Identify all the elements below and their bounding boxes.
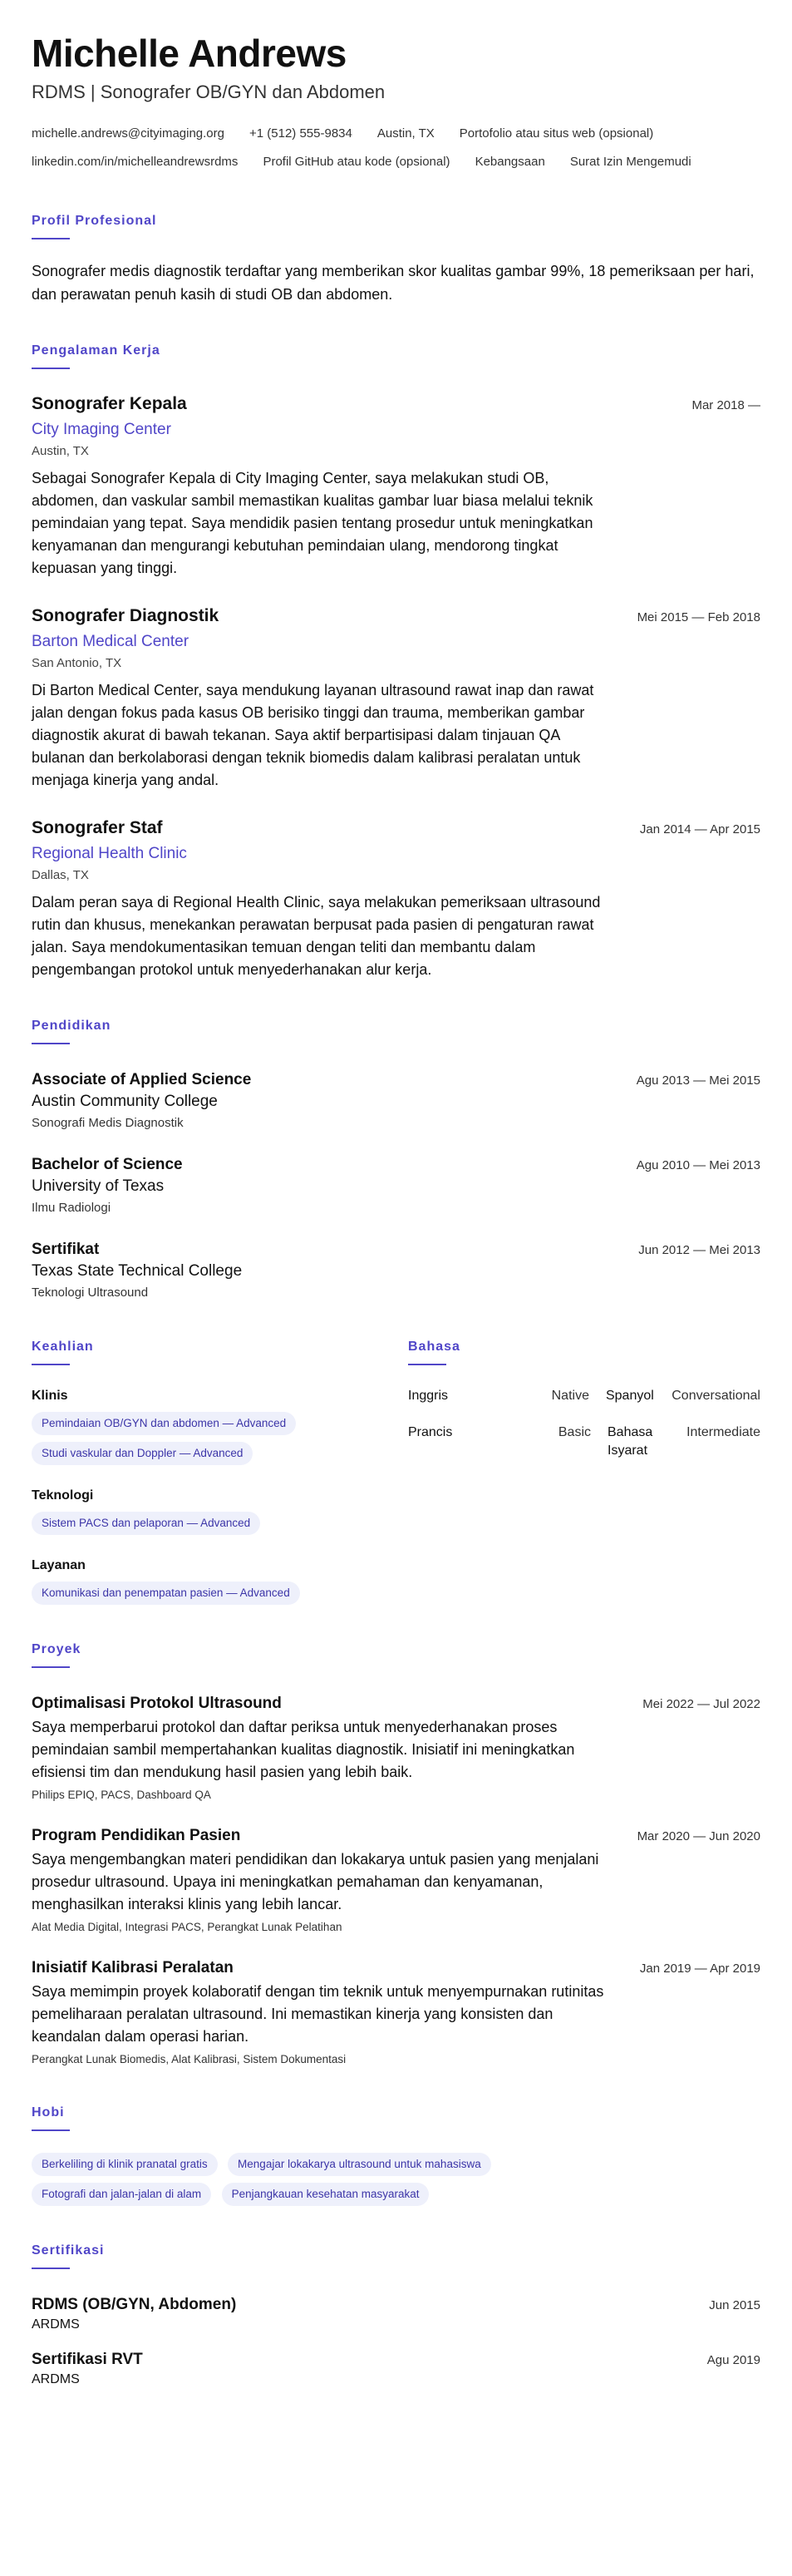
experience-item bbox=[32, 605, 760, 792]
languages-column bbox=[408, 1302, 760, 1605]
section-title-hobbies: Hobi bbox=[32, 2105, 65, 2120]
job-location: Dallas, TX bbox=[32, 868, 89, 882]
contact-portfolio[interactable]: Portofolio atau situs web (opsional) bbox=[459, 126, 654, 141]
degree: Sertifikat bbox=[32, 1241, 100, 1258]
language-name: Spanyol bbox=[605, 1389, 654, 1403]
project-title: Inisiatif Kalibrasi Peralatan bbox=[32, 1959, 234, 1976]
education-list bbox=[32, 1069, 760, 1302]
project-list bbox=[32, 1693, 760, 2068]
language-row bbox=[408, 1387, 760, 1405]
hobby-pill: Berkeliling di klinik pranatal gratis bbox=[32, 2153, 218, 2176]
job-location: San Antonio, TX bbox=[32, 656, 122, 670]
contact-license: Surat Izin Mengemudi bbox=[569, 155, 691, 169]
job-description: Dalam peran saya di Regional Health Clinic, saya melakukan pemeriksaan ultrasound rutin dan khusus, menekankan perawatan berpusat pada pasien di pengaturan rawat jalan. Saya mendokumentasikan temuan dengan teliti dan membantu dalam pengembangan protokol untuk menyederhanakan alur kerja. bbox=[32, 894, 601, 978]
field-of-study: Teknologi Ultrasound bbox=[32, 1286, 149, 1300]
skill-pill: Studi vaskular dan Doppler — Advanced bbox=[32, 1442, 253, 1465]
section-title-certifications: Sertifikasi bbox=[32, 2243, 105, 2258]
section-title-languages: Bahasa bbox=[408, 1340, 460, 1354]
project-dates: Mar 2020 — Jun 2020 bbox=[637, 1829, 760, 1843]
language-level: Basic bbox=[558, 1425, 591, 1439]
skill-pill: Sistem PACS dan pelaporan — Advanced bbox=[32, 1512, 260, 1535]
project-description: Saya memperbarui protokol dan daftar periksa untuk menyederhanakan proses pemindaian sambil mempertahankan kualitas diagnostik. Inisiatif ini meningkatkan efisiensi tim dan mendukung hasil pasien yang lebih baik. bbox=[32, 1719, 575, 1780]
job-description: Di Barton Medical Center, saya mendukung layanan ultrasound rawat inap dan rawat jalan dengan fokus pada kasus OB berisiko tinggi dan trauma, memberikan gambar diagnostik akurat di bawah tekanan. Saya aktif berpartisipasi dalam tinjauan QA bulanan dan berkolaborasi dengan teknik biomedis dalam kalibrasi peralatan untuk menjaga kinerja yang andal. bbox=[32, 682, 594, 788]
certification-issuer: ARDMS bbox=[32, 2317, 80, 2332]
hobby-list bbox=[32, 2146, 630, 2206]
project-dates: Mei 2022 — Jul 2022 bbox=[642, 1697, 760, 1711]
education-dates: Agu 2010 — Mei 2013 bbox=[636, 1158, 760, 1172]
school-name: Austin Community College bbox=[32, 1093, 218, 1110]
skill-category: Klinis bbox=[32, 1389, 68, 1403]
skill-pill: Komunikasi dan penempatan pasien — Advanced bbox=[32, 1582, 300, 1605]
section-divider bbox=[32, 1364, 70, 1365]
section-title-education: Pendidikan bbox=[32, 1019, 111, 1033]
skills-languages-row bbox=[32, 1302, 760, 1605]
degree: Associate of Applied Science bbox=[32, 1071, 252, 1088]
contact-email[interactable]: michelle.andrews@cityimaging.org bbox=[32, 126, 224, 141]
job-dates: Mar 2018 — bbox=[691, 398, 760, 412]
section-divider bbox=[32, 2268, 70, 2269]
hobby-pill: Penjangkauan kesehatan masyarakat bbox=[222, 2183, 430, 2206]
contact-linkedin[interactable]: linkedin.com/in/michelleandrewsrdms bbox=[32, 155, 239, 169]
education-item bbox=[32, 1069, 760, 1133]
job-description: Sebagai Sonografer Kepala di City Imaging Center, saya melakukan studi OB, abdomen, dan vaskular sambil memastikan kualitas gambar luar biasa melalui teknik pemindaian yang tepat. Saya mendidik pasien tentang prosedur untuk meningkatkan kenyamanan dan mengurangi kebutuhan pemindaian ulang, mendorong tingkat kepuasan yang tinggi. bbox=[32, 470, 593, 576]
skills-column bbox=[32, 1302, 408, 1605]
section-divider bbox=[32, 1666, 70, 1668]
project-item bbox=[32, 1693, 760, 1804]
project-item bbox=[32, 1957, 760, 2068]
experience-item bbox=[32, 817, 760, 981]
candidate-name: Michelle Andrews bbox=[32, 32, 347, 75]
job-location: Austin, TX bbox=[32, 444, 89, 458]
certification-date: Agu 2019 bbox=[706, 2353, 760, 2367]
job-dates: Jan 2014 — Apr 2015 bbox=[639, 822, 760, 836]
company-name: Barton Medical Center bbox=[32, 633, 189, 650]
hobby-pill: Mengajar lokakarya ultrasound untuk mahasiswa bbox=[228, 2153, 491, 2176]
field-of-study: Ilmu Radiologi bbox=[32, 1201, 111, 1215]
school-name: University of Texas bbox=[32, 1177, 165, 1195]
certification-item bbox=[32, 2294, 760, 2334]
language-level: Native bbox=[551, 1389, 589, 1403]
contact-location: Austin, TX bbox=[376, 126, 435, 141]
project-item bbox=[32, 1825, 760, 1936]
headline: RDMS | Sonografer OB/GYN dan Abdomen bbox=[32, 81, 386, 102]
project-description: Saya mengembangkan materi pendidikan dan lokakarya untuk pasien yang menjalani prosedur ultrasound. Upaya ini meningkatkan pemahaman dan kenyamanan, menghasilkan interaksi klinis yang lebih lancar. bbox=[32, 1851, 599, 1912]
section-title-projects: Proyek bbox=[32, 1642, 81, 1656]
project-description: Saya memimpin proyek kolaboratif dengan tim teknik untuk menyempurnakan rutinitas pemeliharaan peralatan ultrasound. Ini memastikan kinerja yang konsisten dan keandalan dalam operasi harian. bbox=[32, 1983, 604, 2045]
project-tools: Alat Media Digital, Integrasi PACS, Perangkat Lunak Pelatihan bbox=[32, 1921, 342, 1933]
certification-name: RDMS (OB/GYN, Abdomen) bbox=[32, 2296, 237, 2313]
project-tools: Philips EPIQ, PACS, Dashboard QA bbox=[32, 1789, 211, 1801]
job-title: Sonografer Kepala bbox=[32, 394, 187, 413]
project-dates: Jan 2019 — Apr 2019 bbox=[639, 1962, 760, 1976]
certification-list bbox=[32, 2294, 760, 2389]
project-title: Optimalisasi Protokol Ultrasound bbox=[32, 1695, 282, 1712]
skill-pill: Pemindaian OB/GYN dan abdomen — Advanced bbox=[32, 1412, 296, 1435]
hobby-pill: Fotografi dan jalan-jalan di alam bbox=[32, 2183, 211, 2206]
skill-category: Layanan bbox=[32, 1558, 86, 1572]
education-item bbox=[32, 1154, 760, 1217]
section-divider bbox=[32, 238, 70, 239]
experience-list bbox=[32, 392, 760, 981]
section-divider bbox=[408, 1364, 446, 1365]
certification-name: Sertifikasi RVT bbox=[32, 2351, 143, 2368]
language-level: Conversational bbox=[671, 1389, 760, 1403]
language-row bbox=[408, 1424, 760, 1460]
section-divider bbox=[32, 1043, 70, 1044]
job-title: Sonografer Staf bbox=[32, 818, 163, 837]
project-title: Program Pendidikan Pasien bbox=[32, 1827, 241, 1844]
contact-github[interactable]: Profil GitHub atau kode (opsional) bbox=[263, 155, 450, 169]
summary-text: Sonografer medis diagnostik terdaftar yang memberikan skor kualitas gambar 99%, 18 pemeriksaan per hari, dan perawatan penuh kasih di studi OB dan abdomen. bbox=[32, 263, 755, 303]
section-title-experience: Pengalaman Kerja bbox=[32, 343, 160, 358]
contact-phone[interactable]: +1 (512) 555-9834 bbox=[249, 126, 352, 141]
school-name: Texas State Technical College bbox=[32, 1262, 243, 1280]
job-title: Sonografer Diagnostik bbox=[32, 606, 219, 625]
language-level: Intermediate bbox=[686, 1425, 760, 1439]
certification-date: Jun 2015 bbox=[709, 2298, 760, 2312]
degree: Bachelor of Science bbox=[32, 1156, 183, 1173]
contact-list bbox=[32, 120, 760, 176]
section-divider bbox=[32, 2129, 70, 2131]
company-name: Regional Health Clinic bbox=[32, 845, 187, 862]
education-dates: Agu 2013 — Mei 2015 bbox=[636, 1073, 760, 1088]
job-dates: Mei 2015 — Feb 2018 bbox=[637, 610, 760, 624]
certification-issuer: ARDMS bbox=[32, 2372, 80, 2386]
language-name: Prancis bbox=[408, 1425, 453, 1439]
section-title-skills: Keahlian bbox=[32, 1340, 94, 1354]
skill-category: Teknologi bbox=[32, 1488, 94, 1503]
field-of-study: Sonografi Medis Diagnostik bbox=[32, 1116, 184, 1130]
language-name: Inggris bbox=[408, 1389, 449, 1403]
certification-item bbox=[32, 2349, 760, 2389]
section-title-summary: Profil Profesional bbox=[32, 214, 157, 228]
education-dates: Jun 2012 — Mei 2013 bbox=[638, 1243, 760, 1257]
language-name: Bahasa Isyarat bbox=[608, 1425, 653, 1458]
section-divider bbox=[32, 368, 70, 369]
experience-item bbox=[32, 392, 760, 580]
contact-nationality: Kebangsaan bbox=[475, 155, 545, 169]
company-name: City Imaging Center bbox=[32, 421, 171, 438]
education-item bbox=[32, 1239, 760, 1302]
project-tools: Perangkat Lunak Biomedis, Alat Kalibrasi, Sistem Dokumentasi bbox=[32, 2053, 347, 2065]
